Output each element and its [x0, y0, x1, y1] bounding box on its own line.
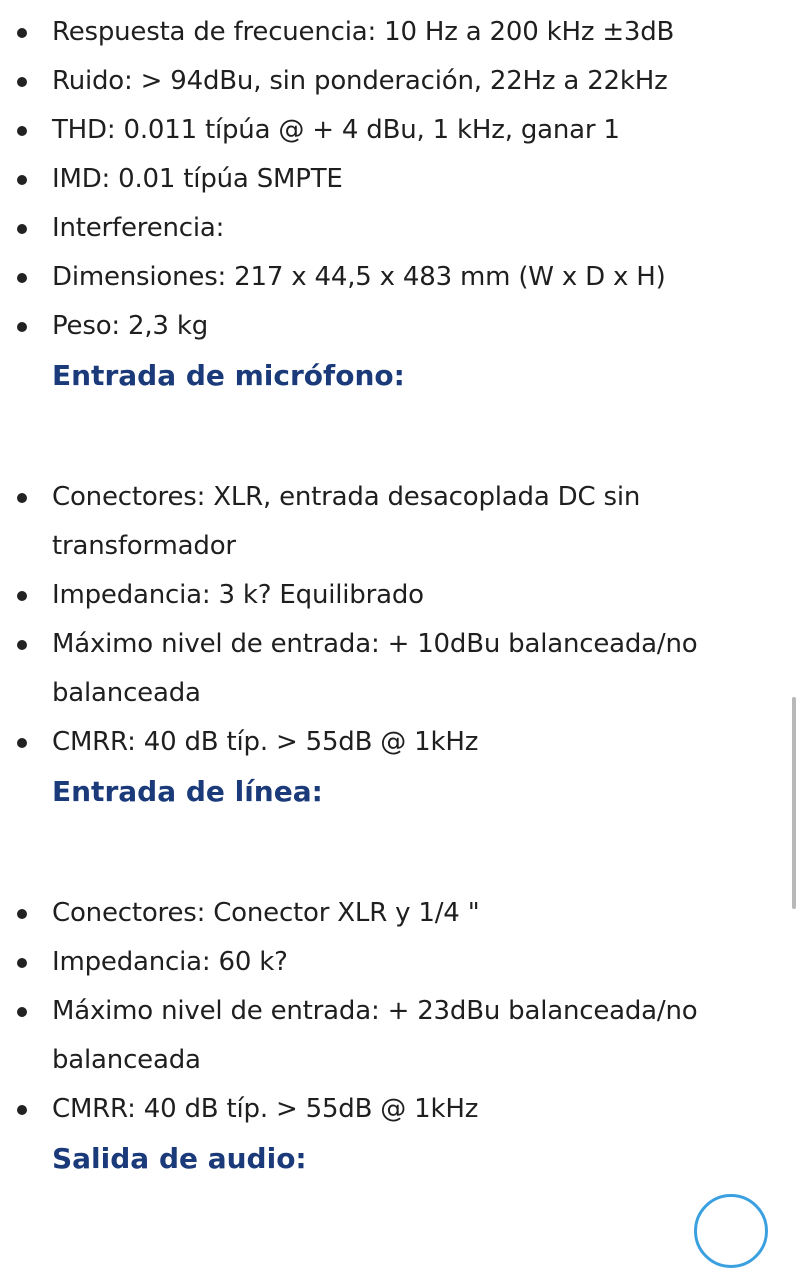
audio-output-heading: Salida de audio: [52, 1142, 307, 1175]
list-item [0, 620, 760, 718]
spec-text: THD: 0.011 típúa @ + 4 dBu, 1 kHz, ganar 1 [52, 115, 620, 145]
list-item [0, 155, 760, 204]
bullet-icon [17, 224, 27, 234]
bullet-icon [17, 909, 27, 919]
bullet-icon [17, 175, 27, 185]
list-item [0, 106, 760, 155]
mic-input-spec-list [0, 473, 760, 767]
bullet-icon [17, 126, 27, 136]
bullet-icon [17, 493, 27, 503]
bullet-icon [17, 77, 27, 87]
list-item [0, 938, 760, 987]
list-item [0, 253, 760, 302]
list-item [0, 718, 760, 767]
list-item [0, 57, 760, 106]
bullet-icon [17, 640, 27, 650]
spec-text: Ruido: > 94dBu, sin ponderación, 22Hz a 22kHz [52, 66, 668, 96]
spec-text: Impedancia: 60 k? [52, 947, 288, 977]
bullet-icon [17, 958, 27, 968]
spec-text: Dimensiones: 217 x 44,5 x 483 mm (W x D x H) [52, 262, 666, 292]
spec-text: Máximo nivel de entrada: + 10dBu balanceada/no balanceada [52, 629, 698, 708]
spec-content [0, 8, 760, 1183]
section-spacer [0, 816, 760, 889]
bullet-icon [17, 322, 27, 332]
scrollbar[interactable] [792, 697, 796, 909]
list-item [0, 987, 760, 1085]
bullet-icon [17, 1105, 27, 1115]
spec-text: Interferencia: [52, 213, 225, 243]
spec-text: CMRR: 40 dB típ. > 55dB @ 1kHz [52, 1094, 479, 1124]
bullet-icon [17, 1007, 27, 1017]
line-input-heading: Entrada de línea: [52, 775, 323, 808]
list-item [0, 302, 760, 351]
line-input-spec-list [0, 889, 760, 1134]
bullet-icon [17, 738, 27, 748]
list-item [0, 571, 760, 620]
bullet-icon [17, 273, 27, 283]
section-spacer [0, 400, 760, 473]
spec-text: Máximo nivel de entrada: + 23dBu balanceada/no balanceada [52, 996, 698, 1075]
spec-text: Impedancia: 3 k? Equilibrado [52, 580, 424, 610]
spec-text: Respuesta de frecuencia: 10 Hz a 200 kHz ±3dB [52, 17, 675, 47]
general-spec-list [0, 8, 760, 351]
spec-text: CMRR: 40 dB típ. > 55dB @ 1kHz [52, 727, 479, 757]
list-item [0, 889, 760, 938]
spec-text: Peso: 2,3 kg [52, 311, 208, 341]
list-item [0, 8, 760, 57]
spec-text: Conectores: XLR, entrada desacoplada DC sin transformador [52, 482, 641, 561]
list-item [0, 473, 760, 571]
spec-text: Conectores: Conector XLR y 1/4 " [52, 898, 480, 928]
bullet-icon [17, 591, 27, 601]
mic-input-heading: Entrada de micrófono: [52, 359, 405, 392]
floating-action-button[interactable] [694, 1194, 768, 1268]
list-item [0, 204, 760, 253]
bullet-icon [17, 28, 27, 38]
spec-text: IMD: 0.01 típúa SMPTE [52, 164, 343, 194]
list-item [0, 1085, 760, 1134]
